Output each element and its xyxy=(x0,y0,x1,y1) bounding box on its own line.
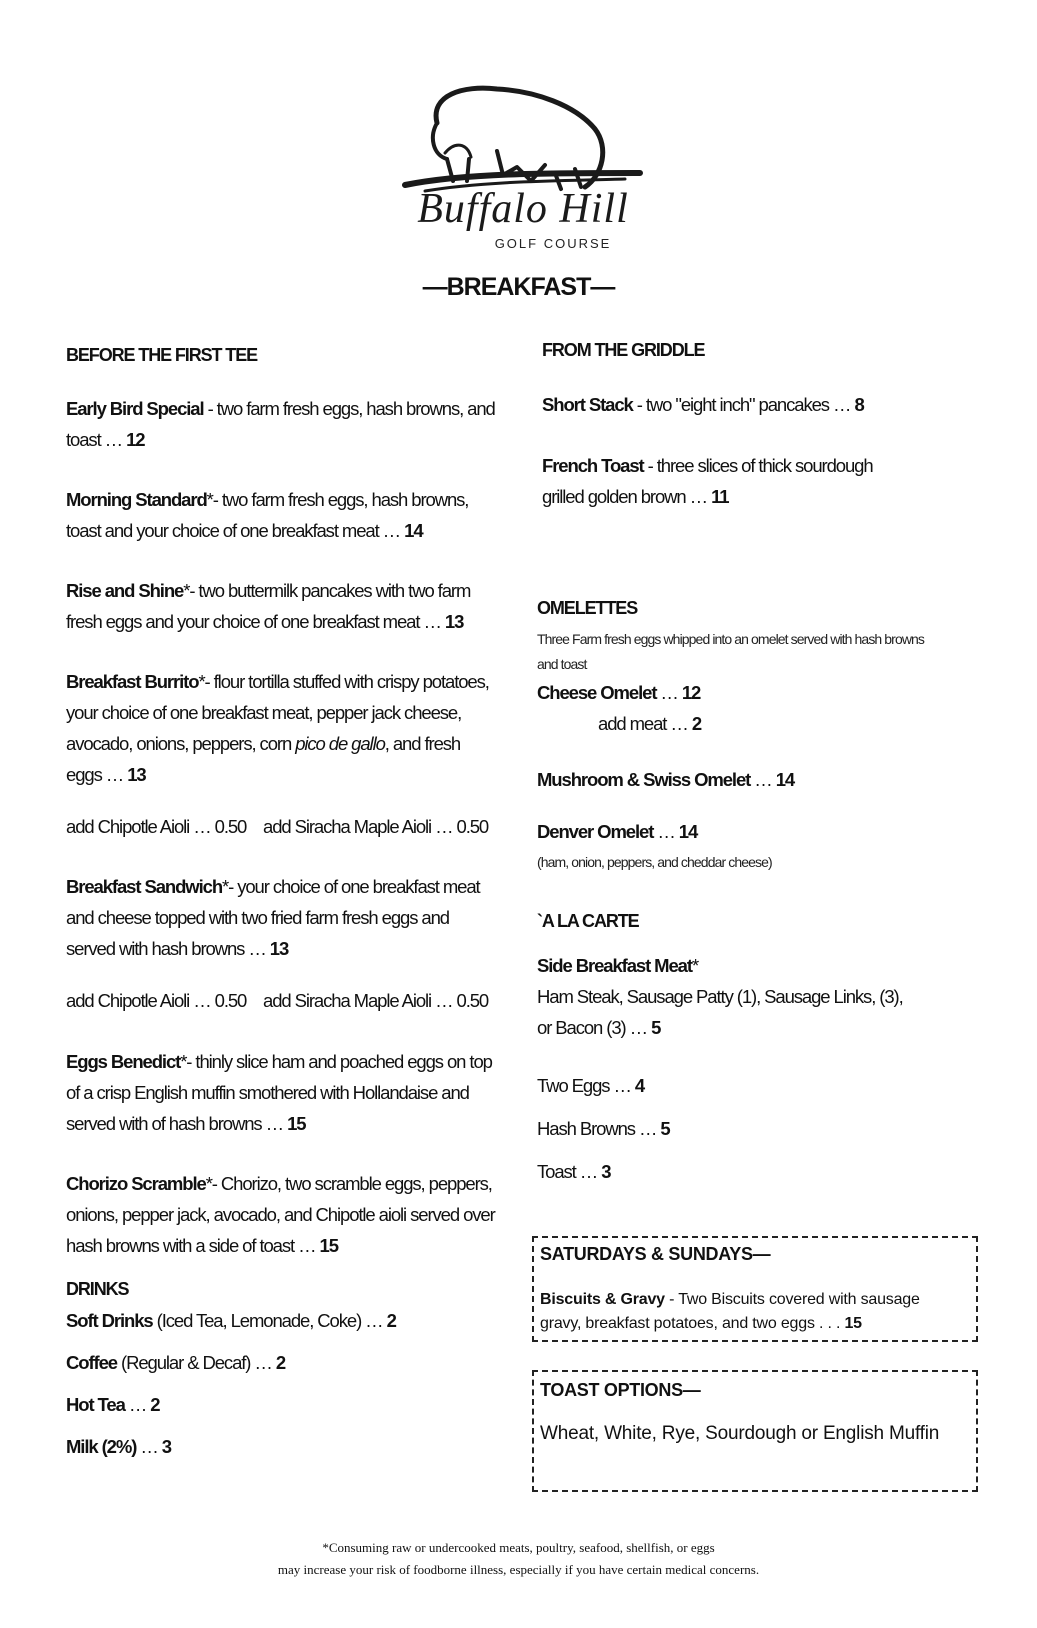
menu-item-short-stack: Short Stack - two "eight inch" pancakes … 8 xyxy=(542,394,864,415)
section-heading-a-la-carte: `A LA CARTE xyxy=(537,911,639,931)
addon-chipotle-aioli-2: add Chipotle Aioli … 0.50 xyxy=(66,990,247,1011)
logo-subtitle: GOLF COURSE xyxy=(494,236,612,251)
section-heading-drinks: DRINKS xyxy=(66,1279,129,1299)
menu-item-chorizo-scramble: Chorizo Scramble*- Chorizo, two scramble eggs, peppers, onions, pepper jack, avocado, and Chipotle aioli served over hash browns with a side of toast … 15 xyxy=(66,1173,495,1256)
weekend-heading: SATURDAYS & SUNDAYS— xyxy=(540,1244,771,1264)
menu-item-breakfast-sandwich: Breakfast Sandwich*- your choice of one breakfast meat and cheese topped with two fried farm fresh eggs and served with hash browns … 13 xyxy=(66,876,480,959)
menu-item-mushroom-swiss-omelet: Mushroom & Swiss Omelet … 14 xyxy=(537,769,795,790)
section-heading-from-the-griddle: FROM THE GRIDDLE xyxy=(542,340,705,360)
toast-options-list: Wheat, White, Rye, Sourdough or English Muffin xyxy=(540,1423,940,1444)
addon-siracha-maple-aioli-1: add Siracha Maple Aioli … 0.50 xyxy=(263,816,489,837)
logo xyxy=(385,55,653,260)
addon-add-meat: add meat … 2 xyxy=(598,713,702,734)
weekend-special-box xyxy=(532,1236,978,1342)
drink-milk: Milk (2%) … 3 xyxy=(66,1436,171,1457)
menu-item-toast: Toast … 3 xyxy=(537,1161,611,1182)
menu-item-breakfast-burrito: Breakfast Burrito*- flour tortilla stuffed with crispy potatoes, your choice of one breakfast meat, pepper jack cheese, avocado, onions, peppers, corn pico de gallo, and fresh eggs … 13 xyxy=(66,671,489,785)
omelettes-note: Three Farm fresh eggs whipped into an omelet served with hash browns and toast xyxy=(537,631,925,672)
menu-item-biscuits-gravy: Biscuits & Gravy - Two Biscuits covered with sausage gravy, breakfast potatoes, and two eggs . . . 15 xyxy=(540,1291,920,1332)
menu-item-denver-omelet: Denver Omelet … 14 xyxy=(537,821,698,842)
section-heading-before-first-tee: BEFORE THE FIRST TEE xyxy=(66,345,258,365)
addon-chipotle-aioli-1: add Chipotle Aioli … 0.50 xyxy=(66,816,247,837)
menu-item-cheese-omelet: Cheese Omelet … 12 xyxy=(537,682,701,703)
menu-item-rise-and-shine: Rise and Shine*- two buttermilk pancakes with two farm fresh eggs and your choice of one breakfast meat … 13 xyxy=(66,580,471,632)
drink-hot-tea: Hot Tea … 2 xyxy=(66,1394,160,1415)
addon-siracha-maple-aioli-2: add Siracha Maple Aioli … 0.50 xyxy=(263,990,489,1011)
drink-coffee: Coffee (Regular & Decaf) … 2 xyxy=(66,1352,286,1373)
menu-item-french-toast: French Toast - three slices of thick sourdough grilled golden brown … 11 xyxy=(542,455,873,507)
section-heading-omelettes: OMELETTES xyxy=(537,598,638,618)
menu-item-eggs-benedict: Eggs Benedict*- thinly slice ham and poached eggs on top of a crisp English muffin smothered with Hollandaise and served with of hash browns … 15 xyxy=(66,1051,492,1134)
menu-item-morning-standard: Morning Standard*- two farm fresh eggs, hash browns, toast and your choice of one breakfast meat … 14 xyxy=(66,489,469,541)
menu-item-two-eggs: Two Eggs … 4 xyxy=(537,1075,645,1096)
denver-omelet-note: (ham, onion, peppers, and cheddar cheese) xyxy=(537,854,772,870)
page-title: —BREAKFAST— xyxy=(422,273,615,301)
toast-options-heading: TOAST OPTIONS— xyxy=(540,1380,701,1400)
logo-script: Buffalo Hill xyxy=(417,186,629,232)
drink-soft-drinks: Soft Drinks (Iced Tea, Lemonade, Coke) … 2 xyxy=(66,1310,396,1331)
menu-item-hash-browns: Hash Browns … 5 xyxy=(537,1118,670,1139)
footer-disclaimer: *Consuming raw or undercooked meats, poultry, seafood, shellfish, or eggs may increase your risk of foodborne illness, especially if you have certain medical concerns. xyxy=(277,1540,760,1577)
menu-item-side-breakfast-meat: Side Breakfast Meat* Ham Steak, Sausage Patty (1), Sausage Links, (3), or Bacon (3) … 5 xyxy=(537,955,903,1038)
menu-item-early-bird: Early Bird Special - two farm fresh eggs, hash browns, and toast … 12 xyxy=(66,398,495,450)
toast-options-box xyxy=(532,1370,978,1492)
